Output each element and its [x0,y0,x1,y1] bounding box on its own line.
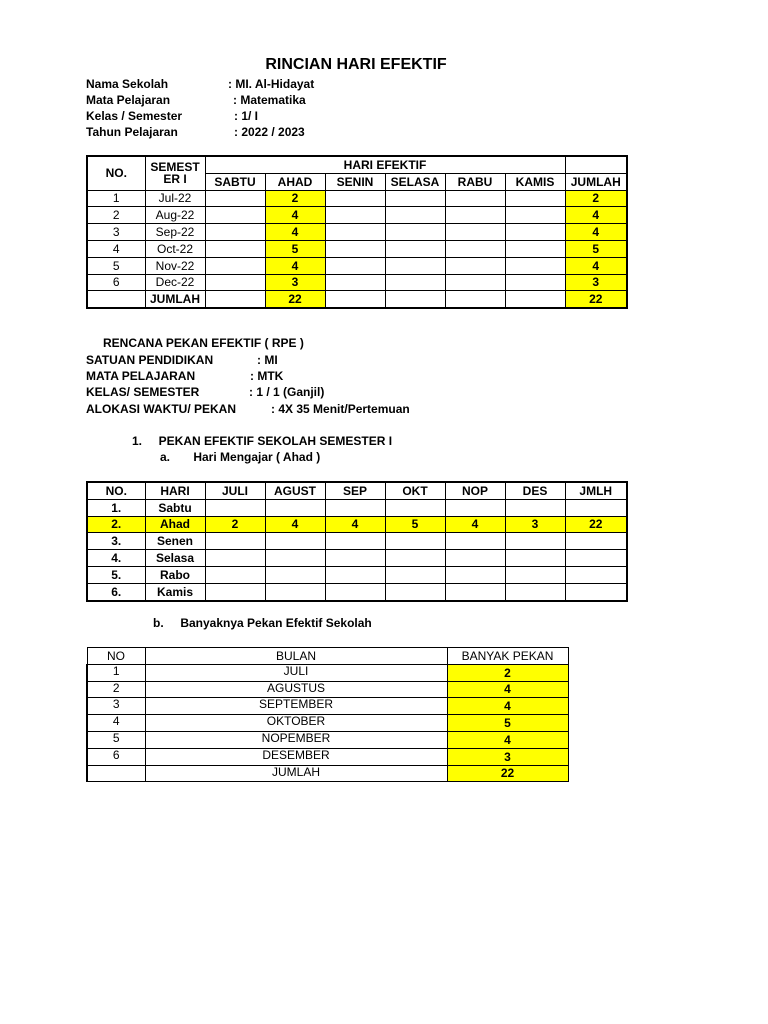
cell [445,240,505,257]
cell [445,583,505,600]
cell-value: 4 [445,516,505,533]
cell [205,566,265,583]
cell-bulan: AGUSTUS [145,681,447,698]
section-heading-1b: b. Banyaknya Pekan Efektif Sekolah [153,616,372,630]
cell-hari: Rabo [145,566,205,583]
teaching-days-table [86,481,628,602]
header-jumlah: JUMLAH [565,173,627,190]
cell [505,291,565,308]
cell [205,583,265,600]
header-cell: JMLH [565,482,627,499]
cell-month: Oct-22 [145,240,205,257]
cell-no: 5. [87,566,145,583]
cell [445,207,505,224]
cell-bulan: NOPEMBER [145,731,447,748]
cell-ahad: 3 [265,274,325,291]
header-blank [565,156,627,173]
header-cell: BANYAK PEKAN [447,648,568,665]
cell [325,583,385,600]
cell-no: 3 [87,698,145,715]
cell [565,499,627,516]
cell-pekan: 4 [447,681,568,698]
cell-no: 6 [87,748,145,765]
table-row [87,190,627,207]
cell [265,583,325,600]
header-semester: SEMEST ER I [145,156,205,190]
cell [205,190,265,207]
cell-pekan: 5 [447,715,568,732]
cell [565,566,627,583]
cell-no: 2 [87,207,145,224]
header-day: AHAD [265,173,325,190]
effective-days-table [86,155,628,309]
table-row [87,566,627,583]
rpe-value: : 4X 35 Menit/Pertemuan [271,402,410,416]
cell [325,274,385,291]
header-cell: BULAN [145,648,447,665]
table-row-highlight [87,516,627,533]
cell [87,291,145,308]
cell [205,550,265,567]
cell [505,274,565,291]
table-row [87,715,568,732]
cell [205,274,265,291]
cell-hari: Kamis [145,583,205,600]
cell-hari: Senen [145,533,205,550]
cell-no: 6. [87,583,145,600]
cell-bulan: OKTOBER [145,715,447,732]
cell-month: Aug-22 [145,207,205,224]
header-no: NO. [87,156,145,190]
section-heading-1a: a. Hari Mengajar ( Ahad ) [160,450,321,464]
total-jumlah: 22 [565,291,627,308]
cell-pekan: 4 [447,698,568,715]
table-row [87,499,627,516]
table-row [87,583,627,600]
cell [565,550,627,567]
table-row [87,748,568,765]
cell [445,499,505,516]
cell-bulan: JULI [145,664,447,681]
cell-no: 3. [87,533,145,550]
table-row [87,533,627,550]
cell [565,583,627,600]
cell-hari: Selasa [145,550,205,567]
cell [385,550,445,567]
total-pekan: 22 [447,765,568,782]
cell [205,240,265,257]
cell-month: Jul-22 [145,190,205,207]
cell-value: 4 [325,516,385,533]
info-label: Kelas / Semester [86,109,183,123]
table-row [87,664,568,681]
cell [205,533,265,550]
total-row [87,291,627,308]
document-title: RINCIAN HARI EFEKTIF [265,56,447,73]
cell [505,550,565,567]
total-ahad: 22 [265,291,325,308]
header-row [87,648,568,665]
cell [325,240,385,257]
cell [565,533,627,550]
header-cell: NO. [87,482,145,499]
cell-no: 1 [87,664,145,681]
cell-no: 6 [87,274,145,291]
cell-no: 3 [87,224,145,241]
cell-ahad: 4 [265,207,325,224]
cell [325,190,385,207]
cell [445,274,505,291]
rpe-label: ALOKASI WAKTU/ PEKAN [86,402,236,416]
cell [445,257,505,274]
cell [385,566,445,583]
cell-pekan: 2 [447,664,568,681]
cell [445,224,505,241]
cell [87,765,145,782]
cell-ahad: 2 [265,190,325,207]
header-day: SENIN [325,173,385,190]
cell-no: 2 [87,681,145,698]
cell-jumlah: 3 [565,274,627,291]
cell [505,566,565,583]
cell-value: 2 [205,516,265,533]
cell-month: Sep-22 [145,224,205,241]
cell-hari: Ahad [145,516,205,533]
cell-value: 3 [505,516,565,533]
cell [385,533,445,550]
cell [385,207,445,224]
cell [445,190,505,207]
cell [385,240,445,257]
table-row [87,731,568,748]
cell [505,499,565,516]
header-day: RABU [445,173,505,190]
table-row [87,240,627,257]
info-label: Nama Sekolah [86,77,169,91]
info-value: : 1/ I [234,109,259,123]
cell [505,257,565,274]
cell [505,583,565,600]
rpe-value: : MTK [250,369,284,383]
info-label: Mata Pelajaran [86,93,171,107]
cell-ahad: 5 [265,240,325,257]
cell [325,566,385,583]
table-row [87,257,627,274]
info-value: : Matematika [233,93,306,107]
header-day: SABTU [205,173,265,190]
header-cell: AGUST [265,482,325,499]
header-row [87,482,627,499]
rpe-value: : MI [257,353,278,367]
cell [385,499,445,516]
cell-jumlah: 4 [565,207,627,224]
cell [445,533,505,550]
cell-no: 1. [87,499,145,516]
info-value: : 2022 / 2023 [234,125,305,139]
header-cell: JULI [205,482,265,499]
cell-month: Dec-22 [145,274,205,291]
cell [205,207,265,224]
cell [385,190,445,207]
cell [505,240,565,257]
cell [505,533,565,550]
effective-weeks-table [86,647,569,782]
table-row [87,550,627,567]
cell-jumlah: 5 [565,240,627,257]
cell [325,224,385,241]
table-row [87,681,568,698]
cell [265,566,325,583]
cell-bulan: DESEMBER [145,748,447,765]
cell [325,550,385,567]
cell-no: 4 [87,240,145,257]
cell-bulan: SEPTEMBER [145,698,447,715]
info-value: : MI. Al-Hidayat [228,77,315,91]
total-label: JUMLAH [145,291,205,308]
cell-ahad: 4 [265,224,325,241]
cell [445,550,505,567]
info-label: Tahun Pelajaran [86,125,178,139]
cell-jumlah: 4 [565,224,627,241]
cell [445,291,505,308]
header-cell: NO [87,648,145,665]
cell-hari: Sabtu [145,499,205,516]
cell-no: 5 [87,257,145,274]
header-cell: OKT [385,482,445,499]
cell [325,257,385,274]
cell [385,224,445,241]
header-day: SELASA [385,173,445,190]
cell [205,224,265,241]
header-hari-efektif: HARI EFEKTIF [205,156,565,173]
cell [505,190,565,207]
total-label: JUMLAH [145,765,447,782]
cell [205,291,265,308]
cell [325,291,385,308]
cell-no: 1 [87,190,145,207]
rpe-value: : 1 / 1 (Ganjil) [249,385,325,399]
cell [385,583,445,600]
cell [385,257,445,274]
cell-jumlah: 4 [565,257,627,274]
cell [265,533,325,550]
table-row [87,224,627,241]
cell [325,499,385,516]
rpe-label: SATUAN PENDIDIKAN [86,353,214,367]
table-row [87,207,627,224]
cell [325,533,385,550]
cell-pekan: 3 [447,748,568,765]
cell-month: Nov-22 [145,257,205,274]
cell-value: 4 [265,516,325,533]
rpe-label: MATA PELAJARAN [86,369,196,383]
cell [205,499,265,516]
cell-jumlah: 2 [565,190,627,207]
cell [265,550,325,567]
cell [385,274,445,291]
rpe-heading: RENCANA PEKAN EFEKTIF ( RPE ) [103,336,304,350]
total-row [87,765,568,782]
table-row [87,698,568,715]
cell-ahad: 4 [265,257,325,274]
cell [385,291,445,308]
header-day: KAMIS [505,173,565,190]
cell [205,257,265,274]
cell-no: 2. [87,516,145,533]
cell [265,499,325,516]
header-cell: SEP [325,482,385,499]
header-cell: HARI [145,482,205,499]
cell-no: 4 [87,715,145,732]
rpe-label: KELAS/ SEMESTER [86,385,200,399]
cell [325,207,385,224]
section-heading-1: 1. PEKAN EFEKTIF SEKOLAH SEMESTER I [132,434,393,448]
table-row [87,274,627,291]
cell-pekan: 4 [447,731,568,748]
header-cell: DES [505,482,565,499]
cell [505,207,565,224]
header-cell: NOP [445,482,505,499]
cell [445,566,505,583]
cell-value: 22 [565,516,627,533]
cell [505,224,565,241]
cell-no: 5 [87,731,145,748]
cell-no: 4. [87,550,145,567]
cell-value: 5 [385,516,445,533]
